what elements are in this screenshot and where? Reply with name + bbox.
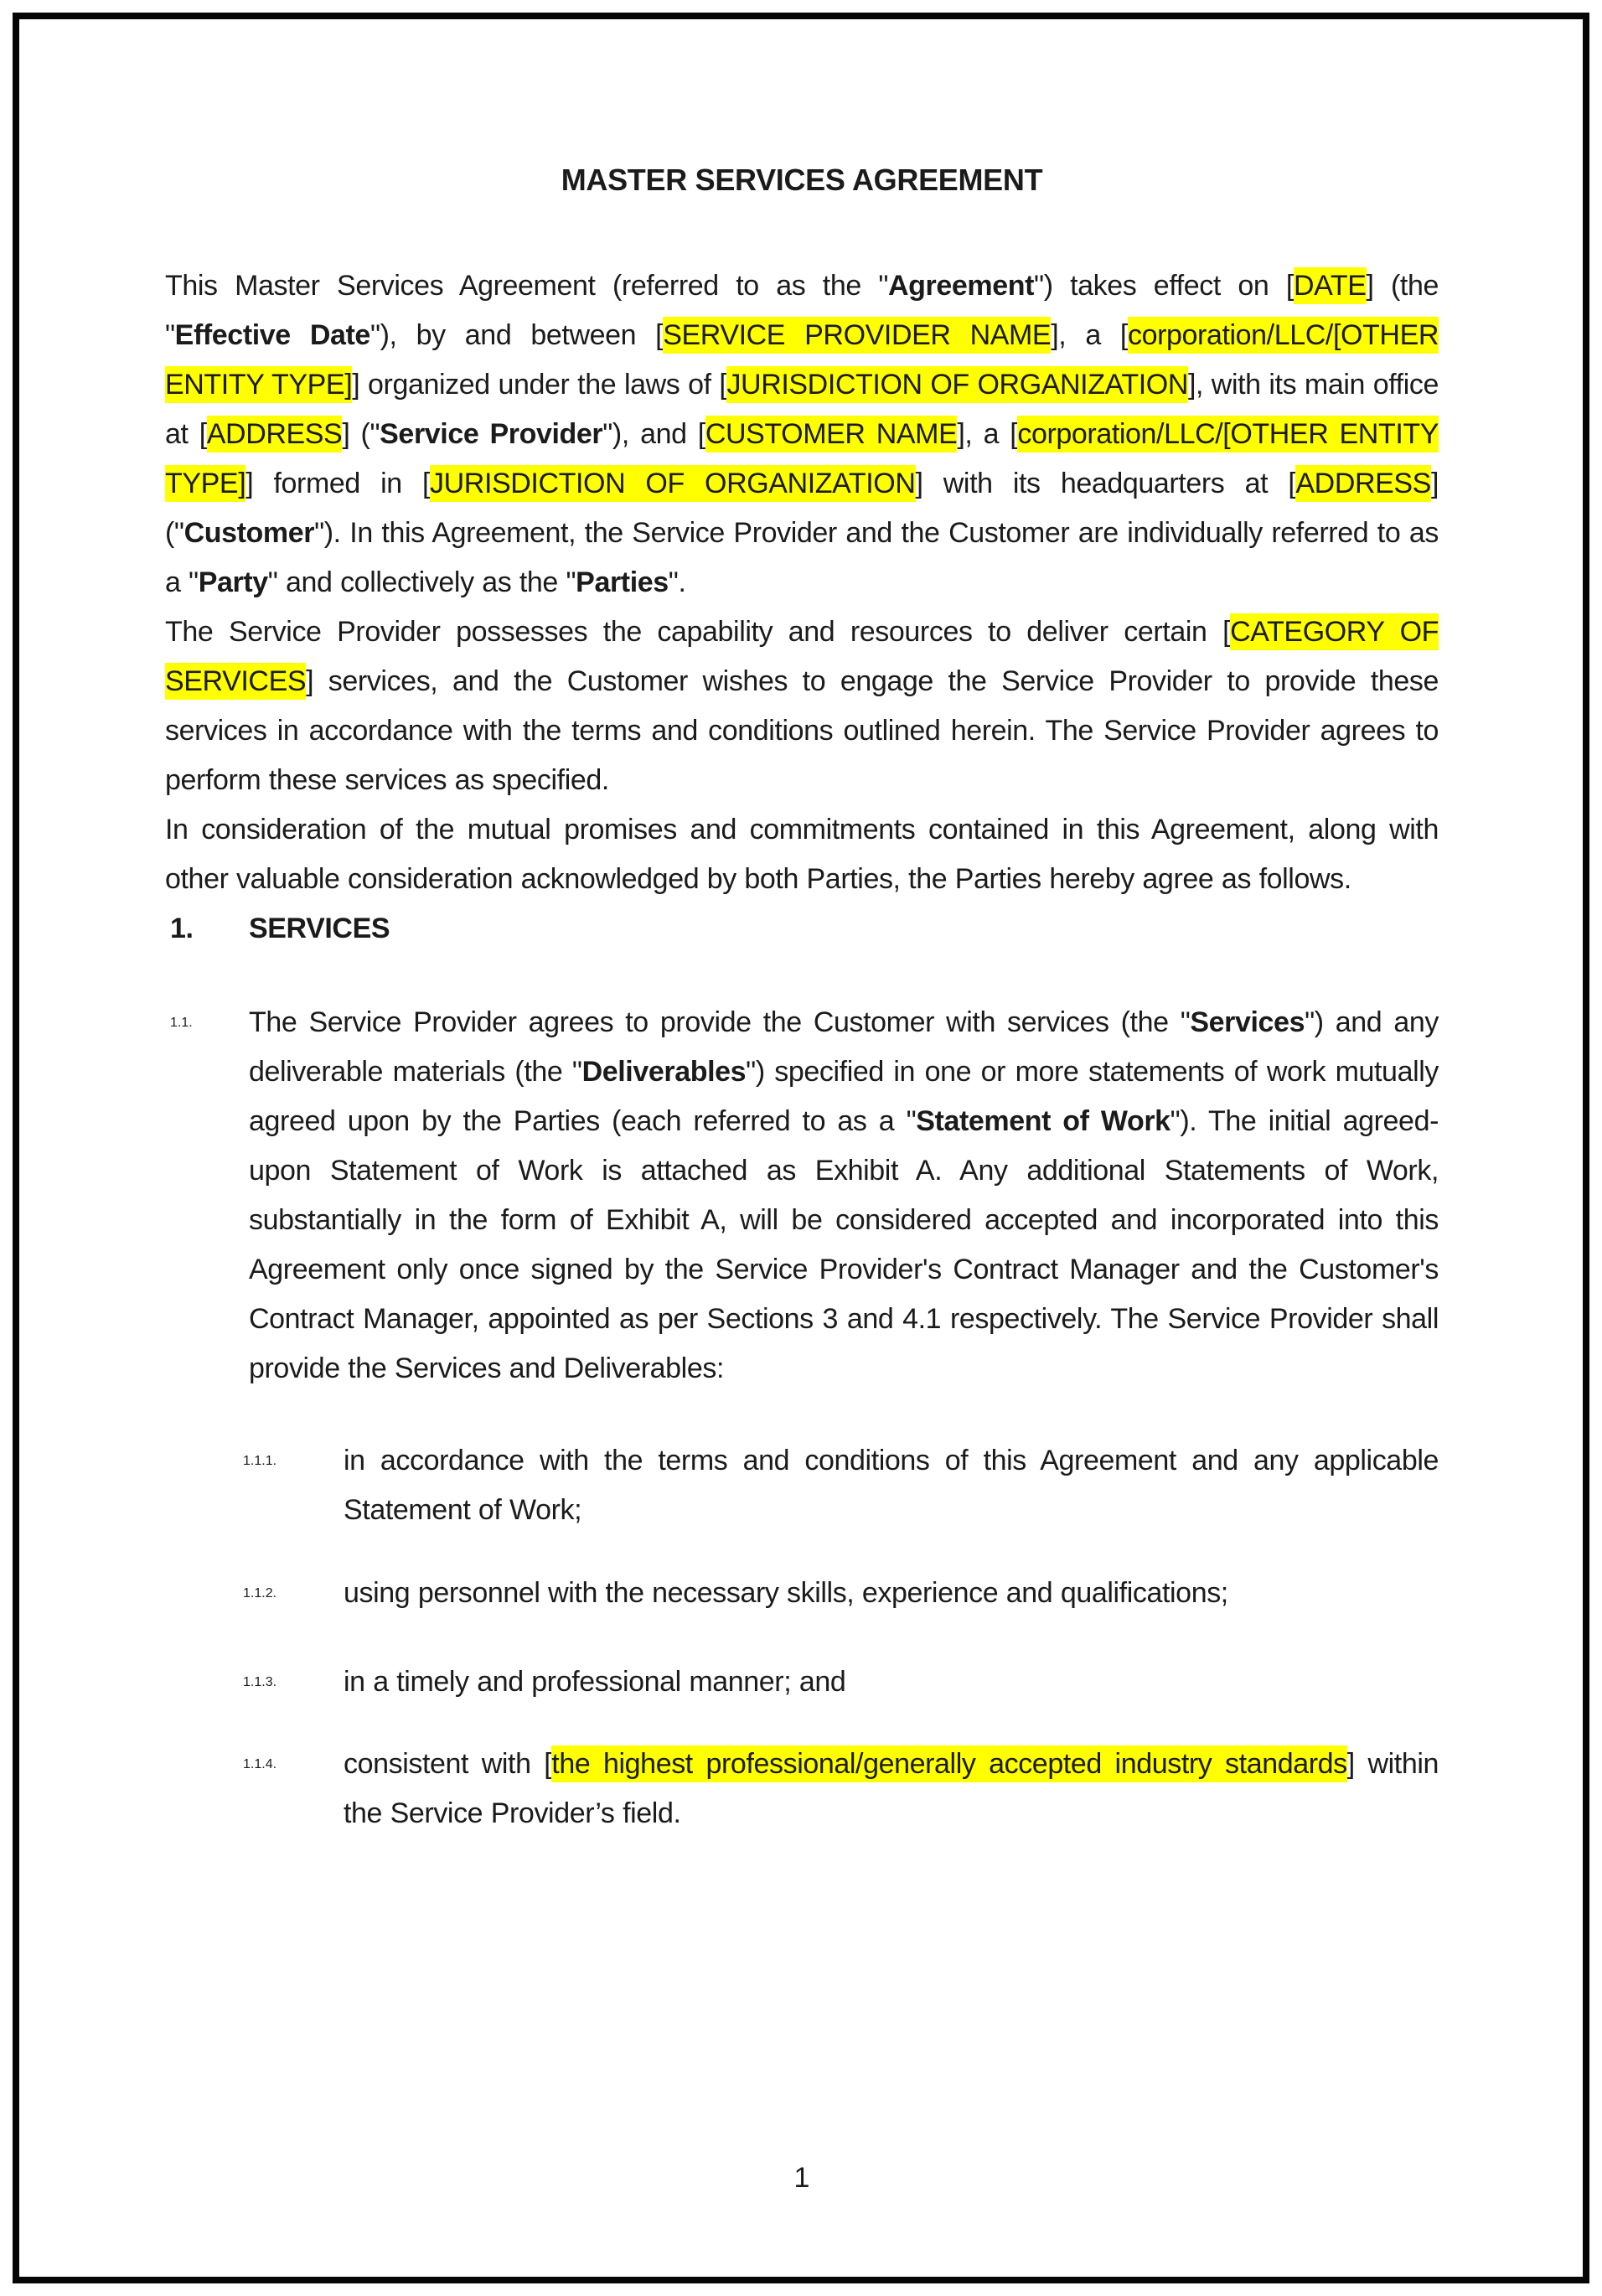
subclause-1-1-1-number: 1.1.1. <box>243 1454 277 1468</box>
text-run: This Master Services Agreement (referred to as the " <box>165 270 889 302</box>
text-run: ") specified in one or more statements of work mutually agreed upon by the Parties (each referred to as a " <box>249 1056 1439 1137</box>
subclause-1-1-4 <box>165 1740 1439 1838</box>
subclause-1-1-3-number: 1.1.3. <box>243 1675 277 1689</box>
page-number: 1 <box>793 2162 810 2194</box>
text-run: ], with its main office at [ <box>165 369 1439 450</box>
section-1-number: 1. <box>170 913 194 944</box>
highlighted-placeholder: JURISDICTION OF ORGANIZATION <box>430 465 915 502</box>
subclause-1-1-3-text <box>344 1657 1439 1707</box>
subclause-1-1-3 <box>165 1657 1439 1707</box>
defined-term: Deliverables <box>581 1056 747 1088</box>
defined-term: Party <box>198 566 268 598</box>
subclause-1-1-4-number: 1.1.4. <box>243 1757 277 1771</box>
text-run: ] organized under the laws of [ <box>352 369 727 401</box>
text-run: ". <box>668 566 686 598</box>
text-run: in accordance with the terms and conditions of this Agreement and any applicable Statement of Work; <box>344 1445 1439 1526</box>
text-run: ] services, and the Customer wishes to engage the Service Provider to provide these services in accordance with the terms and conditions outlined herein. The Service Provider agrees to perform these services as specified. <box>165 665 1439 796</box>
clause-1-1 <box>165 998 1439 1394</box>
highlighted-placeholder: SERVICE PROVIDER NAME <box>663 317 1051 354</box>
text-run: "). The initial agreed-upon Statement of Work is attached as Exhibit A. Any additional Statements of Work, substantially in the form of Exhibit A, will be considered accepted and incorporated into this Agreement only once signed by the Service Provider's Contract Manager and the Customer's Contract Manager, appointed as per Sections 3 and 4.1 respectively. The Service Provider shall provide the Services and Deliverables: <box>249 1105 1439 1384</box>
text-run: The Service Provider agrees to provide the Customer with services (the " <box>249 1006 1191 1038</box>
text-run: ], a [ <box>957 418 1018 450</box>
subclause-1-1-2 <box>165 1569 1439 1618</box>
subclause-1-1-2-text <box>344 1569 1439 1618</box>
text-run: ] with its headquarters at [ <box>915 468 1296 499</box>
clause-1-1-number: 1.1. <box>170 1016 193 1030</box>
consideration-paragraph <box>165 805 1439 904</box>
highlighted-placeholder: ADDRESS <box>1295 465 1431 502</box>
text-run: ") takes effect on [ <box>1034 270 1294 302</box>
text-run: In consideration of the mutual promises and commitments contained in this Agreement, along with other valuable consideration acknowledged by both Parties, the Parties hereby agree as follows. <box>165 814 1439 895</box>
text-run: "). In this Agreement, the Service Provider and the Customer are individually referred to as a " <box>165 517 1439 598</box>
subclause-1-1-1 <box>165 1436 1439 1535</box>
text-run: The Service Provider possesses the capability and resources to deliver certain [ <box>165 616 1231 648</box>
section-1-title: SERVICES <box>249 913 390 944</box>
text-run: consistent with [ <box>344 1748 552 1780</box>
highlighted-placeholder: the highest professional/generally accepted industry standards <box>551 1745 1346 1782</box>
text-run: ] (" <box>342 418 380 450</box>
subclause-1-1-4-text <box>344 1740 1439 1838</box>
highlighted-placeholder: DATE <box>1294 267 1367 304</box>
document-page <box>19 19 1583 2277</box>
subclause-1-1-2-number: 1.1.2. <box>243 1586 277 1600</box>
text-run: ] (the " <box>165 270 1439 351</box>
defined-term: Statement of Work <box>916 1105 1170 1137</box>
text-run: ] (" <box>165 468 1439 549</box>
highlighted-placeholder: JURISDICTION OF ORGANIZATION <box>726 366 1188 403</box>
text-run: ") and any deliverable materials (the " <box>249 1006 1439 1088</box>
text-run: ], a [ <box>1051 319 1128 351</box>
text-run: "), and [ <box>602 418 705 450</box>
highlighted-placeholder: CUSTOMER NAME <box>705 416 958 452</box>
text-run: ] within the Service Provider’s field. <box>344 1748 1439 1829</box>
defined-term: Agreement <box>888 270 1035 302</box>
defined-term: Service Provider <box>380 418 603 450</box>
section-1-heading <box>165 904 1439 954</box>
clause-1-1-text <box>249 998 1439 1394</box>
document-title: MASTER SERVICES AGREEMENT <box>561 163 1043 197</box>
subclause-1-1-1-text <box>344 1436 1439 1535</box>
highlighted-placeholder: corporation/LLC/[OTHER ENTITY TYPE] <box>165 416 1439 502</box>
highlighted-placeholder: corporation/LLC/[OTHER ENTITY TYPE] <box>165 317 1439 403</box>
defined-term: Services <box>1190 1006 1305 1038</box>
intro-paragraph <box>165 261 1439 608</box>
text-run: in a timely and professional manner; and <box>344 1666 846 1698</box>
recitals-paragraph <box>165 608 1439 805</box>
highlighted-placeholder: ADDRESS <box>207 416 343 452</box>
text-run: " and collectively as the " <box>267 566 576 598</box>
text-run: ] formed in [ <box>245 468 431 499</box>
text-run: "), by and between [ <box>369 319 664 351</box>
highlighted-placeholder: CATEGORY OF SERVICES <box>165 613 1439 700</box>
text-run: using personnel with the necessary skills, experience and qualifications; <box>344 1577 1228 1609</box>
defined-term: Effective Date <box>174 319 370 351</box>
defined-term: Parties <box>576 566 669 598</box>
defined-term: Customer <box>183 517 315 549</box>
